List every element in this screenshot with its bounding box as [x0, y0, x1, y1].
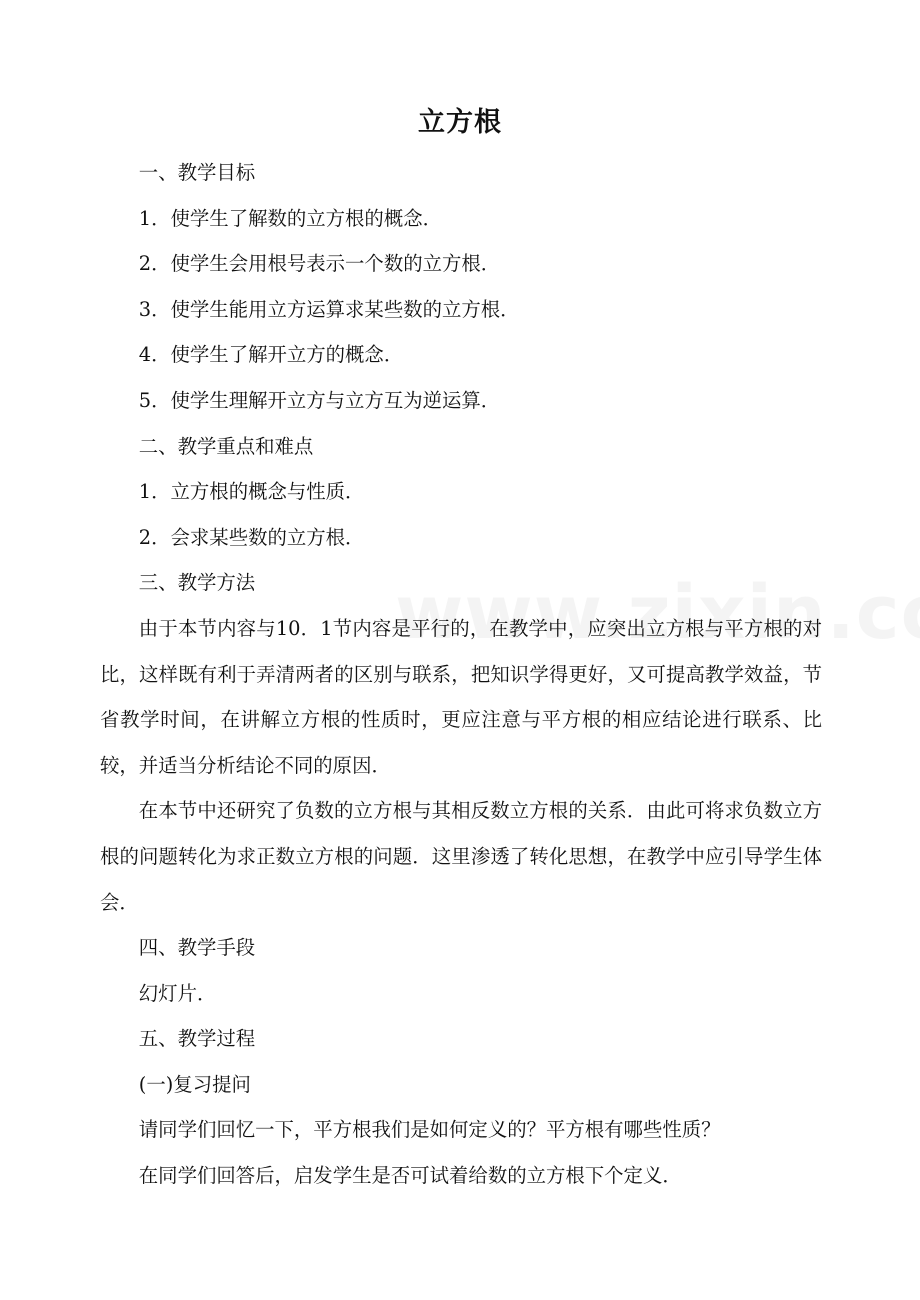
section-heading-process: 五、教学过程 [138, 1027, 256, 1051]
key-point-item: 2．会求某些数的立方根． [138, 525, 365, 549]
objective-item: 1．使学生了解数的立方根的概念． [138, 206, 442, 230]
section-heading-key-points: 二、教学重点和难点 [138, 434, 314, 458]
body-paragraph: 由于本节内容与10．1节内容是平行的，在教学中，应突出立方根与平方根的对比，这样既有利于弄清两者的区别与联系，把知识学得更好，又可提高教学效益，节省教学时间，在讲解立方根的性质时，更应注意与平方根的相应结论进行联系、比较，并适当分析结论不同的原因． [100, 616, 822, 777]
key-point-item: 1．立方根的概念与性质． [138, 480, 365, 504]
section-heading-means: 四、教学手段 [138, 936, 256, 960]
objective-item: 5．使学生理解开立方与立方互为逆运算． [138, 388, 501, 412]
body-paragraph: 在同学们回答后，启发学生是否可试着给数的立方根下个定义． [138, 1164, 682, 1188]
body-paragraph: 在本节中还研究了负数的立方根与其相反数立方根的关系．由此可将求负数立方根的问题转化为求正数立方根的问题．这里渗透了转化思想，在教学中应引导学生体会． [100, 799, 822, 914]
body-paragraph: 幻灯片． [138, 981, 217, 1005]
document-body [100, 150, 822, 1199]
document-title: 立方根 [418, 107, 502, 138]
objective-item: 3．使学生能用立方运算求某些数的立方根． [138, 297, 520, 321]
subsection-heading: (一)复习提问 [138, 1072, 251, 1096]
section-heading-objectives: 一、教学目标 [138, 161, 256, 184]
section-heading-methods: 三、教学方法 [138, 571, 256, 595]
objective-item: 2．使学生会用根号表示一个数的立方根． [138, 252, 501, 276]
body-paragraph: 请同学们回忆一下，平方根我们是如何定义的？平方根有哪些性质？ [138, 1118, 721, 1142]
objective-item: 4．使学生了解开立方的概念． [138, 343, 404, 367]
